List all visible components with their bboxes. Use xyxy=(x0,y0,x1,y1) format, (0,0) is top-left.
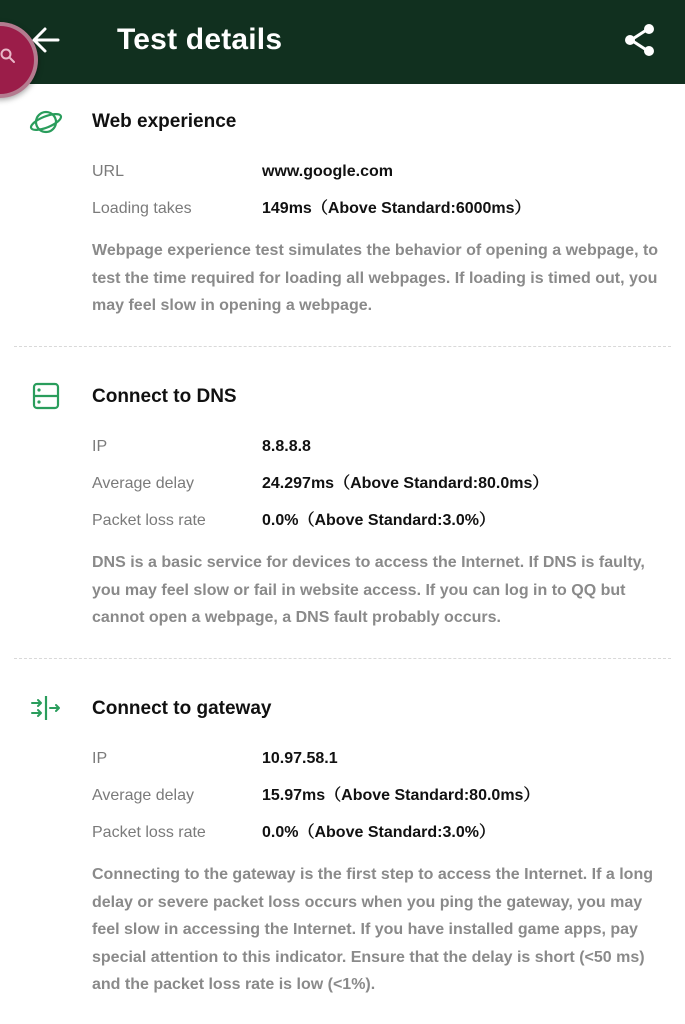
section-description: Webpage experience test simulates the behavior of opening a webpage, to test the time required for loading all webpages. If loading is timed out, you may feel slow in opening a webpage. xyxy=(92,242,659,314)
row-value: 0.0%（Above Standard:3.0%） xyxy=(262,824,495,841)
detail-row xyxy=(0,783,685,809)
gateway-icon xyxy=(28,690,64,726)
detail-row xyxy=(0,471,685,497)
row-value: 10.97.58.1 xyxy=(262,750,338,767)
section-description: DNS is a basic service for devices to access the Internet. If DNS is faulty, you may feel slow or fail in website access. If you can log in to QQ but cannot open a webpage, a DNS fault probably occurs. xyxy=(92,554,645,626)
row-value: 0.0%（Above Standard:3.0%） xyxy=(262,512,495,529)
share-button[interactable] xyxy=(620,20,660,60)
section-description: Connecting to the gateway is the first step to access the Internet. If a long delay or severe packet loss occurs when you ping the gateway, you may feel slow in accessing the Internet. If you have installed game apps, pay special attention to this indicator. Ensure that the delay is short (<50 ms) and the packet loss rate is low (<1%). xyxy=(92,866,653,993)
row-label: IP xyxy=(92,438,108,455)
app-bar xyxy=(0,0,685,84)
row-label: Average delay xyxy=(92,787,194,804)
row-value: 15.97ms（Above Standard:80.0ms） xyxy=(262,787,540,804)
row-label: Loading takes xyxy=(92,200,192,217)
detail-row xyxy=(0,434,685,460)
arrow-left-icon xyxy=(31,25,61,55)
row-value: 8.8.8.8 xyxy=(262,438,311,455)
share-icon xyxy=(622,22,658,58)
row-label: Average delay xyxy=(92,475,194,492)
section-divider xyxy=(14,346,671,347)
back-button[interactable] xyxy=(28,22,64,58)
search-icon xyxy=(0,48,16,64)
detail-row xyxy=(0,159,685,185)
detail-row xyxy=(0,196,685,222)
section-title: Connect to DNS xyxy=(92,386,237,407)
detail-row xyxy=(0,746,685,772)
section-title: Connect to gateway xyxy=(92,698,272,719)
section-divider xyxy=(14,658,671,659)
server-icon xyxy=(28,378,64,414)
row-value: www.google.com xyxy=(262,163,393,180)
row-label: Packet loss rate xyxy=(92,824,206,841)
planet-icon xyxy=(28,104,64,140)
row-label: Packet loss rate xyxy=(92,512,206,529)
detail-row xyxy=(0,508,685,534)
row-value: 24.297ms（Above Standard:80.0ms） xyxy=(262,475,549,492)
section-title: Web experience xyxy=(92,111,237,132)
row-value: 149ms（Above Standard:6000ms） xyxy=(262,200,531,217)
row-label: IP xyxy=(92,750,108,767)
page-title: Test details xyxy=(117,23,283,56)
row-label: URL xyxy=(92,163,125,180)
detail-row xyxy=(0,820,685,846)
